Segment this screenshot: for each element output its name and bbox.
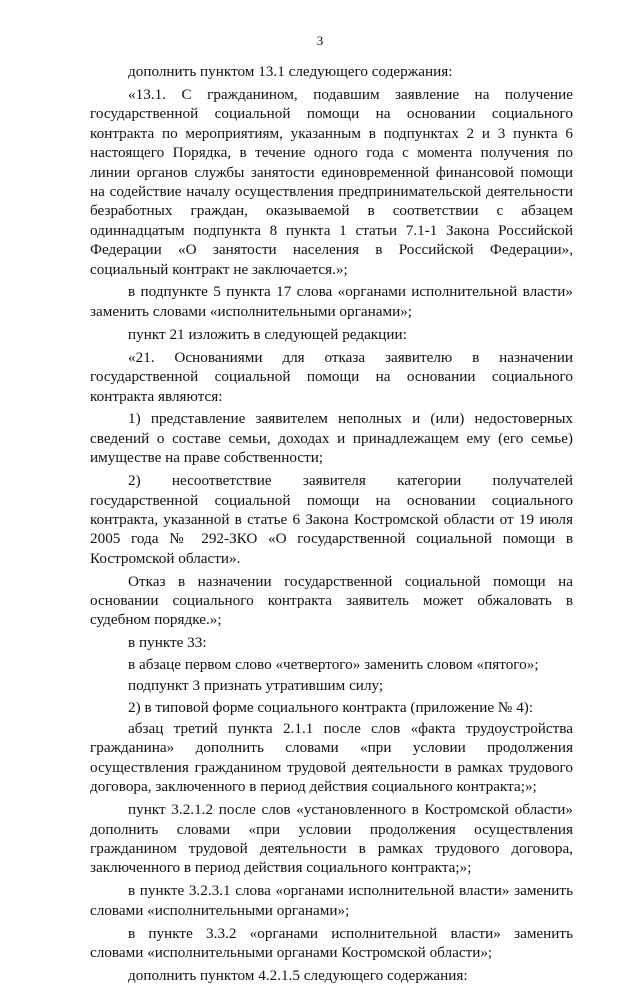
paragraph: дополнить пунктом 4.2.1.5 следующего содержания: xyxy=(128,966,468,984)
page-number: 3 xyxy=(316,33,324,48)
paragraph: 1) представление заявителем неполных и (или) недостоверных сведений о составе семьи, доходах и принадлежащем ему (его семье) имуществе на праве собственности; xyxy=(90,410,573,467)
paragraph: подпункт 3 признать утратившим силу; xyxy=(128,677,384,695)
paragraph: пункт 3.2.1.2 после слов «установленного в Костромской области» дополнить словами «при условии продолжения осуществления гражданином трудовой деятельности в рамках трудового договора, заключенного в период действия социального контракта;»; xyxy=(90,801,573,877)
paragraph: «21. Основаниями для отказа заявителю в назначении государственной социальной помощи на основании социального контракта являются: xyxy=(90,348,573,405)
paragraph: пункт 21 изложить в следующей редакции: xyxy=(128,325,407,343)
paragraph: Отказ в назначении государственной социальной помощи на основании социального контракта заявитель может обжаловать в судебном порядке.»; xyxy=(90,572,573,629)
paragraph: в подпункте 5 пункта 17 слова «органами исполнительной власти» заменить словами «исполнительными органами»; xyxy=(90,283,573,320)
document-body xyxy=(90,62,573,989)
paragraph: «13.1. С гражданином, подавшим заявление на получение государственной социальной помощи на основании социального контракта по мероприятиям, указанным в подпунктах 2 и 3 пункта 6 настоящего Порядка, в течение одного года с момента получения по линии органов службы занятости единовременной финансовой помощи на содействие началу осуществления предпринимательской деятельности безработных граждан, оказываемой в соответствии с абзацем одиннадцатым подпункта 8 пункта 1 статьи 7.1-1 Закона Российской Федерации «О занятости населения в Российской Федерации», социальный контракт не заключается.»; xyxy=(90,85,573,278)
paragraph: абзац третий пункта 2.1.1 после слов «факта трудоустройства гражданина» дополнить словами «при условии продолжения осуществления гражданином трудовой деятельности в рамках трудового договора, заключенного в период действия социального контракта;»; xyxy=(90,720,573,796)
paragraph: 2) несоответствие заявителя категории получателей государственной социальной помощи на основании социального контракта, указанной в статье 6 Закона Костромской области от 19 июля 2005 года № 292-ЗКО «О государственной социальной помощи в Костромской области». xyxy=(90,472,573,567)
paragraph: в абзаце первом слово «четвертого» заменить словом «пятого»; xyxy=(128,655,539,673)
paragraph: в пункте 33: xyxy=(128,634,207,652)
paragraph: в пункте 3.3.2 «органами исполнительной власти» заменить словами «исполнительными органами Костромской области»; xyxy=(90,924,573,961)
paragraph: дополнить пунктом 13.1 следующего содержания: xyxy=(128,63,453,80)
paragraph: 2) в типовой форме социального контракта (приложение № 4): xyxy=(128,698,534,716)
paragraph: в пункте 3.2.3.1 слова «органами исполнительной власти» заменить словами «исполнительными органами»; xyxy=(90,882,573,919)
